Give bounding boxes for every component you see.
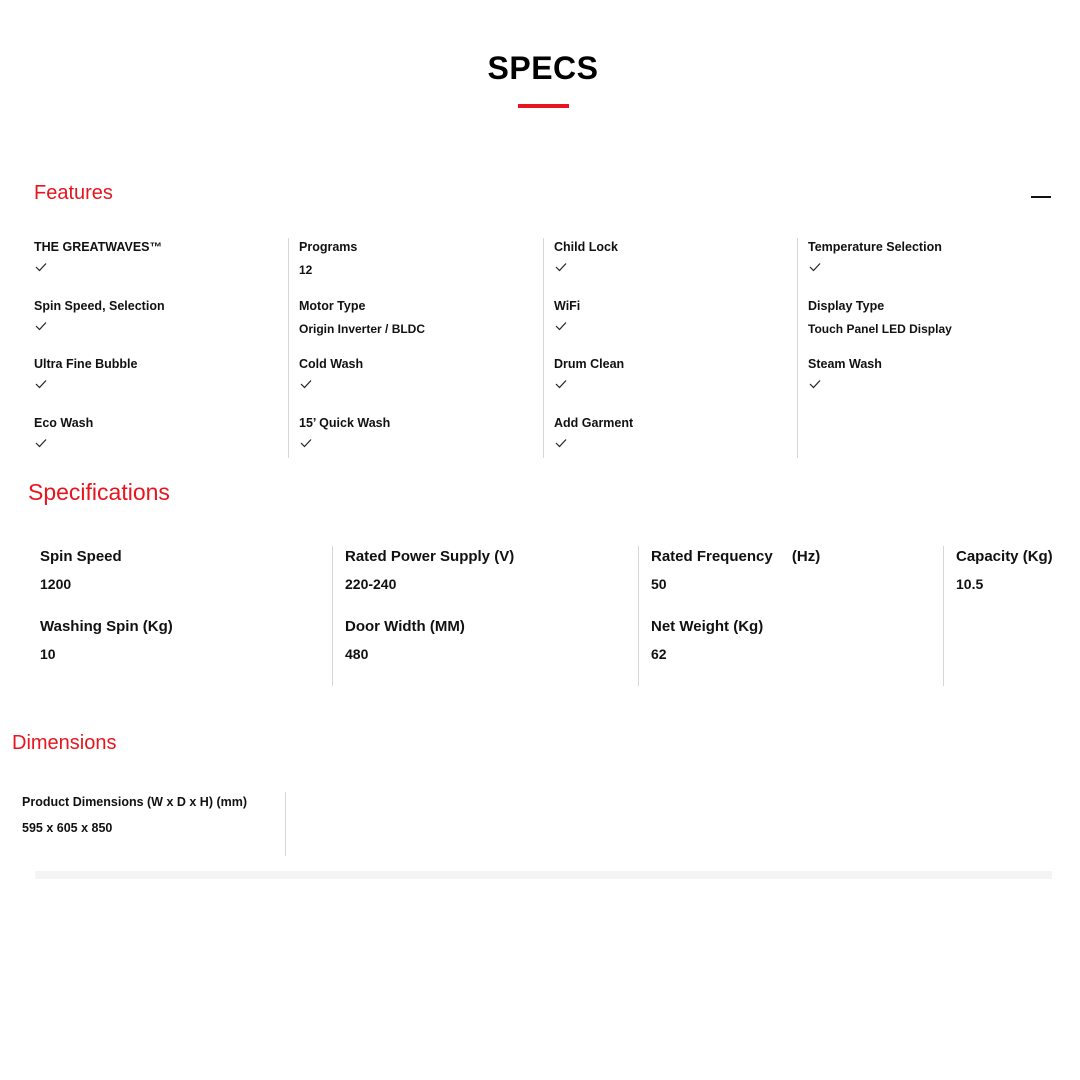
spec-item <box>345 616 645 664</box>
page-title: SPECS <box>487 50 599 86</box>
spec-label: Washing Spin (Kg) <box>40 618 173 635</box>
spec-item <box>40 546 340 594</box>
feature-item <box>299 414 539 464</box>
spec-item <box>40 616 340 664</box>
spec-label: Rated Frequency (Hz) <box>651 548 821 565</box>
spec-label: Door Width (MM) <box>345 618 465 635</box>
features-column-2 <box>288 238 542 458</box>
feature-label: Add Garment <box>554 416 634 430</box>
check-icon <box>35 438 47 448</box>
dimensions-heading: Dimensions <box>12 732 117 754</box>
spec-value: 10 <box>40 646 56 662</box>
feature-label: Motor Type <box>299 299 366 313</box>
check-icon <box>809 262 821 272</box>
check-icon <box>809 379 821 389</box>
section-footer-divider <box>35 871 1052 879</box>
feature-item <box>554 355 794 405</box>
feature-item <box>34 238 274 288</box>
features-collapse-button[interactable] <box>1027 186 1055 208</box>
feature-label: Spin Speed, Selection <box>34 299 165 313</box>
check-icon <box>555 321 567 331</box>
feature-label: Display Type <box>808 299 885 313</box>
feature-label: WiFi <box>554 299 581 313</box>
dimensions-column-1 <box>10 792 286 856</box>
specifications-heading: Specifications <box>28 479 170 505</box>
feature-label: 15’ Quick Wash <box>299 416 391 430</box>
features-column-1 <box>34 238 288 458</box>
spec-label: Rated Power Supply (V) <box>345 548 515 565</box>
check-icon <box>35 321 47 331</box>
feature-value: Touch Panel LED Display <box>808 322 952 336</box>
specifications-column-2 <box>332 546 637 686</box>
feature-item <box>299 355 539 405</box>
feature-item <box>299 297 539 347</box>
features-column-3 <box>543 238 797 458</box>
spec-item <box>345 546 645 594</box>
feature-label: THE GREATWAVES™ <box>34 240 163 254</box>
feature-label: Ultra Fine Bubble <box>34 357 138 371</box>
feature-label: Child Lock <box>554 240 618 254</box>
feature-item <box>554 414 794 464</box>
spec-value: 50 <box>651 576 667 592</box>
feature-label: Cold Wash <box>299 357 364 371</box>
check-icon <box>35 262 47 272</box>
feature-label: Programs <box>299 240 358 254</box>
check-icon <box>300 379 312 389</box>
feature-item <box>808 297 1048 347</box>
specifications-column-3 <box>638 546 943 686</box>
feature-item <box>808 355 1048 405</box>
feature-value: Origin Inverter / BLDC <box>299 322 426 336</box>
feature-item <box>554 238 794 288</box>
feature-label: Temperature Selection <box>808 240 942 254</box>
spec-item <box>651 616 951 664</box>
dimension-value: 595 x 605 x 850 <box>22 821 113 835</box>
spec-label: Spin Speed <box>40 548 122 565</box>
feature-label: Eco Wash <box>34 416 94 430</box>
title-underline <box>518 104 569 108</box>
feature-item <box>299 238 539 288</box>
spec-label: Net Weight (Kg) <box>651 618 764 635</box>
spec-label: Capacity (Kg) <box>956 548 1053 565</box>
feature-item <box>554 297 794 347</box>
feature-label: Steam Wash <box>808 357 882 371</box>
feature-item <box>34 414 274 464</box>
spec-value: 1200 <box>40 576 72 592</box>
spec-value: 62 <box>651 646 667 662</box>
feature-item <box>34 297 274 347</box>
feature-value: 12 <box>299 263 313 277</box>
spec-value: 10.5 <box>956 576 984 592</box>
features-column-4 <box>797 238 1052 458</box>
check-icon <box>555 262 567 272</box>
check-icon <box>555 379 567 389</box>
check-icon <box>555 438 567 448</box>
specifications-column-1 <box>28 546 333 686</box>
feature-label: Drum Clean <box>554 357 625 371</box>
check-icon <box>35 379 47 389</box>
features-heading: Features <box>34 182 113 204</box>
spec-item <box>956 546 1078 594</box>
specifications-column-4 <box>943 546 1080 686</box>
spec-value: 220-240 <box>345 576 397 592</box>
minus-icon <box>1031 196 1051 198</box>
feature-item <box>34 355 274 405</box>
dimension-label: Product Dimensions (W x D x H) (mm) <box>22 795 248 809</box>
feature-item <box>808 238 1048 288</box>
spec-item <box>651 546 951 594</box>
spec-value: 480 <box>345 646 369 662</box>
check-icon <box>300 438 312 448</box>
